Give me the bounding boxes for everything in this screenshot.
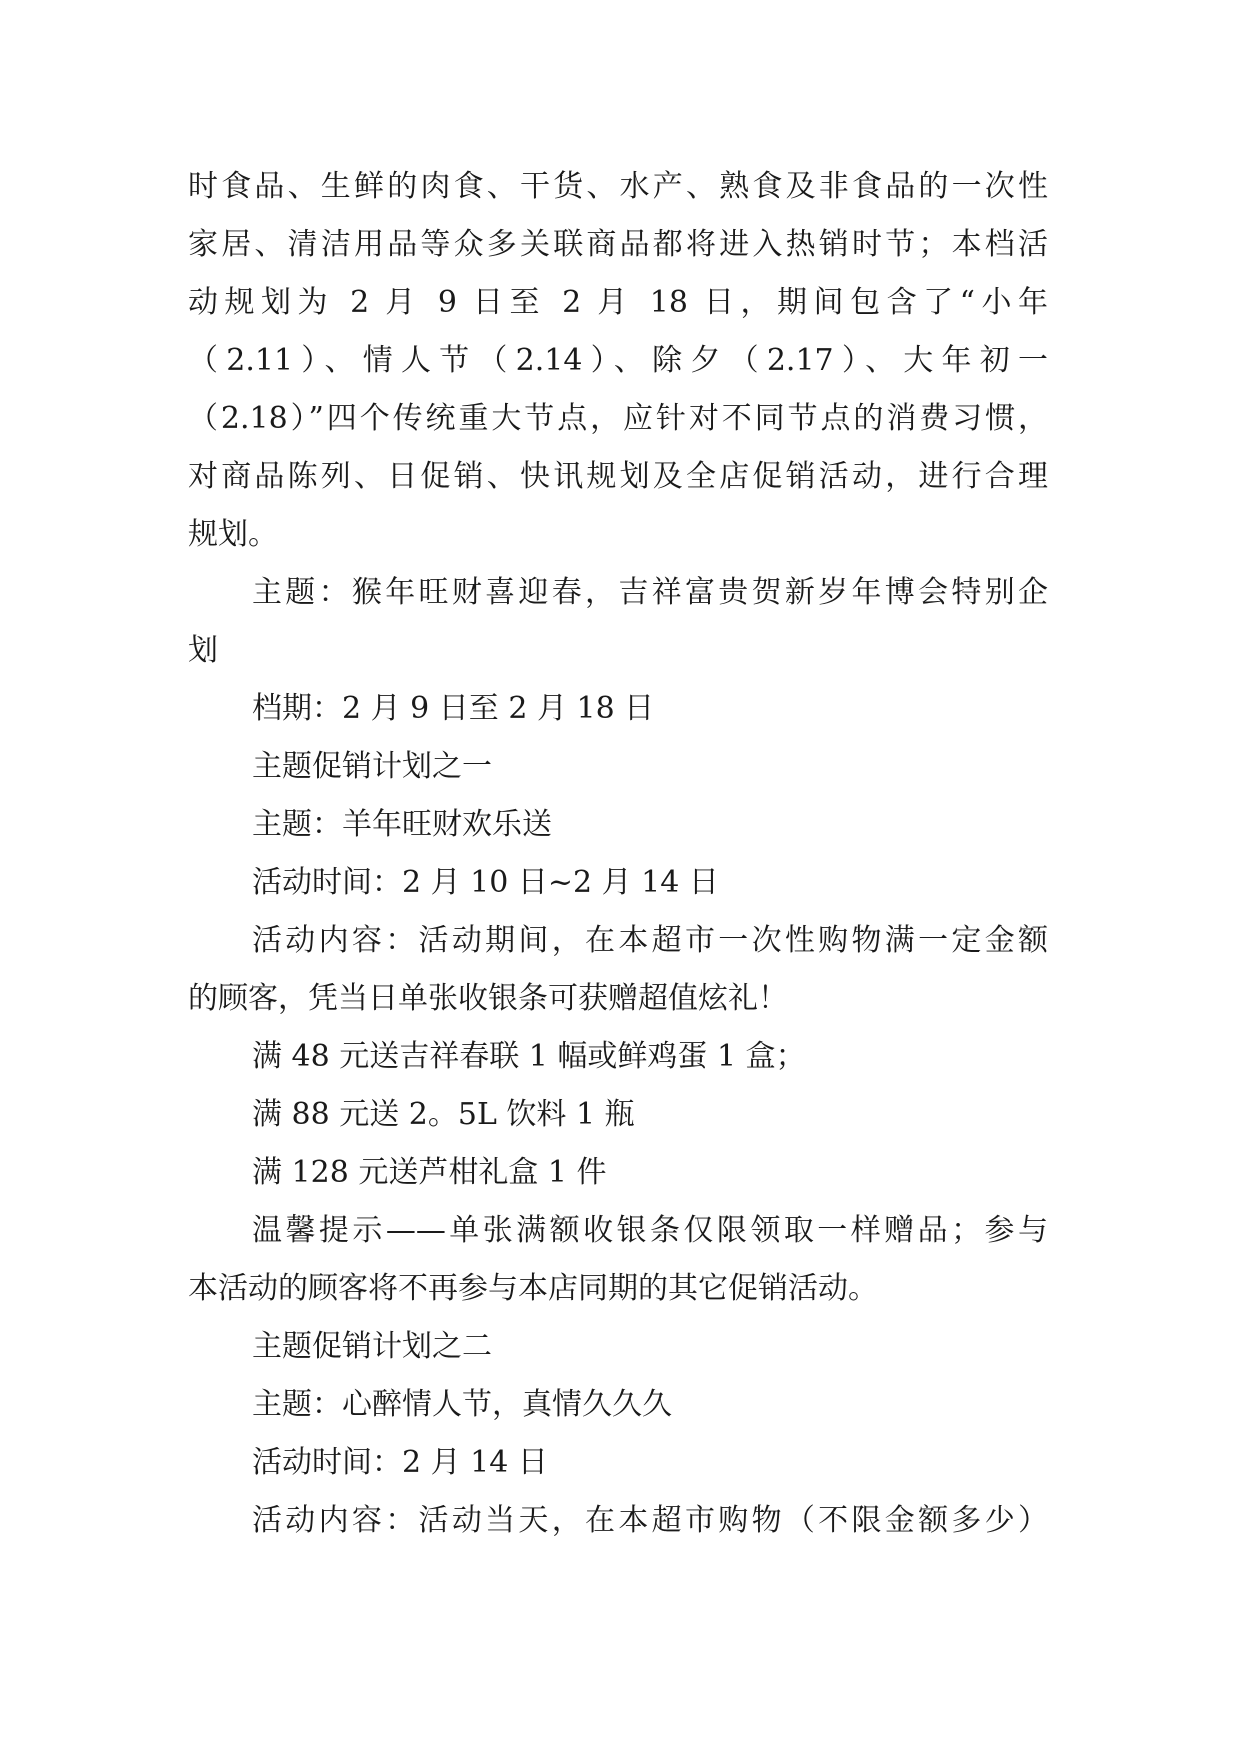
notice-line: 本活动的顾客将不再参与本店同期的其它促销活动。: [188, 1271, 878, 1306]
paragraph-line: 动规划为 2 月 9 日至 2 月 18 日，期间包含了“小年: [188, 285, 1048, 320]
gift-tier-line: 满 48 元送吉祥春联 1 幅或鲜鸡蛋 1 盒；: [252, 1039, 806, 1074]
paragraph-line: 家居、清洁用品等众多关联商品都将进入热销时节；本档活: [188, 227, 1048, 262]
schedule-line: 档期：2 月 9 日至 2 月 18 日: [252, 691, 655, 726]
gift-tier-line: 满 88 元送 2。5L 饮料 1 瓶: [252, 1097, 635, 1132]
paragraph-line: （2.11）、情人节（2.14）、除夕（2.17）、大年初一: [188, 343, 1048, 378]
activity-content-line: 的顾客，凭当日单张收银条可获赠超值炫礼！: [188, 981, 788, 1016]
section-heading: 主题促销计划之二: [252, 1329, 492, 1364]
document-body: [188, 158, 1048, 1550]
section-heading: 主题促销计划之一: [252, 749, 492, 784]
theme-line: 划: [188, 633, 218, 668]
theme-line: 主题：心醉情人节，真情久久久: [252, 1387, 672, 1422]
activity-content-line: 活动内容：活动期间，在本超市一次性购物满一定金额: [252, 923, 1048, 958]
theme-line: 主题：猴年旺财喜迎春，吉祥富贵贺新岁年博会特别企: [252, 575, 1048, 610]
notice-line: 温馨提示——单张满额收银条仅限领取一样赠品；参与: [252, 1213, 1048, 1248]
paragraph-line: （2.18）”四个传统重大节点，应针对不同节点的消费习惯，: [188, 401, 1048, 436]
paragraph-line: 规划。: [188, 517, 278, 552]
theme-line: 主题：羊年旺财欢乐送: [252, 807, 552, 842]
paragraph-line: 时食品、生鲜的肉食、干货、水产、熟食及非食品的一次性: [188, 169, 1048, 204]
activity-content-line: 活动内容：活动当天，在本超市购物（不限金额多少）: [252, 1503, 1048, 1538]
activity-time-line: 活动时间：2 月 14 日: [252, 1445, 548, 1480]
paragraph-line: 对商品陈列、日促销、快讯规划及全店促销活动，进行合理: [188, 459, 1048, 494]
activity-time-line: 活动时间：2 月 10 日~2 月 14 日: [252, 865, 719, 900]
gift-tier-line: 满 128 元送芦柑礼盒 1 件: [252, 1155, 607, 1190]
